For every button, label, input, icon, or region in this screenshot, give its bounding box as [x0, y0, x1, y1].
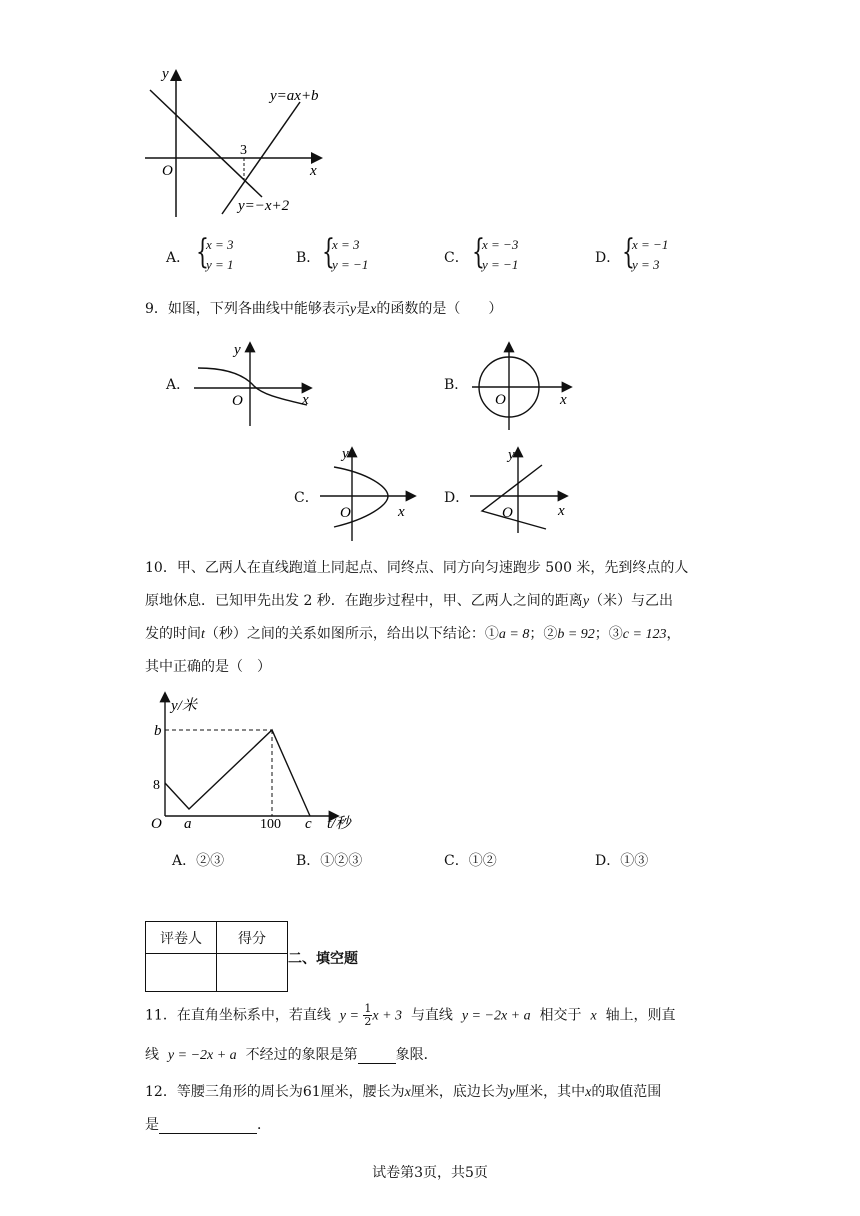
q9-option-b[interactable]: [444, 374, 468, 394]
q10-option-b[interactable]: B．①②③: [296, 853, 363, 869]
grader-cell[interactable]: [146, 954, 217, 992]
q8-option-c[interactable]: [444, 247, 469, 267]
stem-text: 是: [356, 301, 371, 317]
answer-blank[interactable]: [159, 1119, 257, 1134]
q9-graph-c: [316, 443, 422, 543]
origin-label: O: [162, 163, 173, 179]
option-letter: B．: [444, 377, 469, 393]
question-number: 9．: [145, 301, 168, 317]
svg-text:x: x: [302, 392, 309, 408]
score-header: 得分: [217, 922, 288, 954]
svg-text:x: x: [558, 503, 565, 519]
q10-graph: [145, 688, 360, 836]
svg-text:O: O: [495, 392, 506, 408]
q8-option-d[interactable]: [595, 247, 620, 267]
option-letter: B．: [296, 250, 321, 266]
option-letter: C．: [444, 250, 469, 266]
option-letter: A．: [166, 250, 191, 266]
option-letter: D．: [595, 250, 621, 266]
q12-line-1: 12．等腰三角形的周长为61厘米，腰长为x厘米，底边长为y厘米，其中x的取值范围: [145, 1084, 662, 1100]
svg-text:t/秒: t/秒: [327, 816, 351, 832]
svg-text:y: y: [342, 446, 349, 462]
q11-line-1: 11．在直角坐标系中，若直线 y = $\frac{1}{2}$ x + 3 与直线 y = −2x + a 相交于 x 轴上，则直: [145, 1002, 676, 1028]
var: y: [349, 302, 357, 317]
svg-text:O: O: [502, 505, 513, 521]
svg-text:100: 100: [260, 817, 281, 832]
q9-graph-d: [466, 443, 576, 535]
eq-line: y = −1: [332, 257, 369, 272]
stem-text: 如图，下列各曲线中能够表示: [167, 301, 350, 317]
eq-line: x = 3: [206, 237, 234, 252]
score-cell[interactable]: [217, 954, 288, 992]
svg-text:8: 8: [153, 778, 160, 793]
q10-line-2: 原地休息．已知甲先出发 2 秒．在跑步过程中，甲、乙两人之间的距离y（米）与乙出: [145, 593, 674, 609]
svg-text:O: O: [151, 816, 162, 832]
svg-text:y: y: [508, 447, 515, 463]
svg-text:b: b: [154, 723, 162, 739]
svg-text:O: O: [340, 505, 351, 521]
var: x: [370, 302, 377, 317]
grader-header: 评卷人: [146, 922, 217, 954]
q10-option-d[interactable]: D．①③: [595, 853, 649, 869]
option-letter: C．: [294, 490, 319, 506]
distance-curve: [165, 730, 310, 816]
svg-text:O: O: [232, 393, 243, 409]
q10-line-1: [145, 557, 688, 577]
answer-blank[interactable]: [358, 1049, 396, 1064]
svg-text:y: y: [234, 342, 241, 358]
q11-line-2: 线 y = −2x + a 不经过的象限是第 象限．: [145, 1047, 438, 1063]
q9-graph-b: [468, 340, 578, 432]
eq-line: x = −3: [482, 237, 519, 252]
q9-stem: [145, 298, 502, 318]
stem-text: 的函数的是（ ）: [376, 301, 503, 317]
q10-option-c[interactable]: C．①②: [444, 853, 497, 869]
eq-line: y = −1: [482, 257, 519, 272]
eq-line: x = 3: [332, 237, 360, 252]
q9-option-c[interactable]: [294, 487, 319, 507]
fraction-half: $\frac{1}{2}$: [364, 1002, 372, 1028]
label-neg-x-2: y=−x+2: [238, 198, 290, 214]
q10-option-a[interactable]: A．②③: [172, 853, 225, 869]
q9-graph-a: [192, 338, 322, 430]
svg-text:c: c: [305, 816, 312, 832]
svg-text:x: x: [560, 392, 567, 408]
eq-line: x = −1: [632, 237, 669, 252]
q8-graph: [140, 62, 340, 222]
svg-text:y/米: y/米: [171, 698, 197, 714]
section-title: 二、填空题: [288, 951, 358, 967]
svg-text:a: a: [184, 816, 192, 832]
q12-line-2: 是 ．: [145, 1117, 271, 1133]
eq-line: y = 3: [632, 257, 660, 272]
option-letter: A．: [166, 377, 191, 393]
page-footer: 试卷第3页，共5页: [372, 1165, 488, 1181]
q9-option-a[interactable]: [166, 374, 190, 394]
option-letter: D．: [444, 490, 470, 506]
stem-text: 10．甲、乙两人在直线跑道上同起点、同终点、同方向匀速跑步 500 米，先到终点的人: [145, 560, 689, 576]
score-table: [145, 921, 288, 992]
q8-option-a[interactable]: [166, 247, 190, 267]
q8-option-b[interactable]: [296, 247, 320, 267]
x-label: x: [310, 163, 317, 179]
tick-3: 3: [240, 143, 247, 158]
eq-line: y = 1: [206, 257, 234, 272]
q10-line-4: 其中正确的是（ ）: [145, 659, 271, 675]
svg-text:x: x: [398, 504, 405, 520]
q10-line-3: 发的时间t（秒）之间的关系如图所示，给出以下结论：①a = 8；②b = 92；③c = 123，: [145, 626, 681, 642]
y-label: y: [162, 66, 169, 82]
label-ax-b: y=ax+b: [270, 88, 319, 104]
